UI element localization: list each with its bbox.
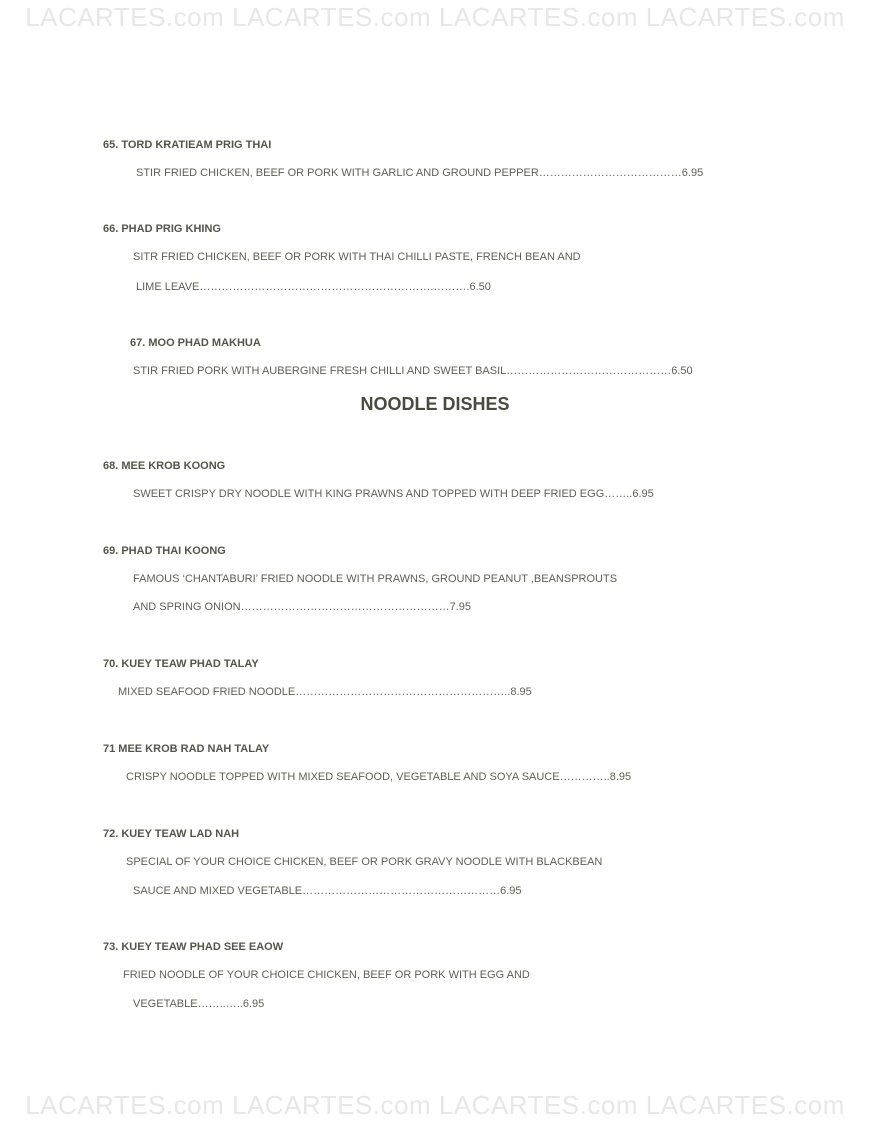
menu-item-description: MIXED SEAFOOD FRIED NOODLE…………………………………………………..8.95: [118, 686, 532, 698]
menu-item-description: CRISPY NOODLE TOPPED WITH MIXED SEAFOOD, VEGETABLE AND SOYA SAUCE…………..8.95: [126, 771, 632, 783]
menu-item-description: AND SPRING ONION…………………………………………………7.95: [133, 601, 471, 613]
menu-item-title: 65. TORD KRATIEAM PRIG THAI: [103, 139, 272, 151]
menu-item-title: 70. KUEY TEAW PHAD TALAY: [103, 658, 259, 670]
menu-item-description: SPECIAL OF YOUR CHOICE CHICKEN, BEEF OR PORK GRAVY NOODLE WITH BLACKBEAN: [126, 856, 603, 868]
menu-item-title: 66. PHAD PRIG KHING: [103, 223, 221, 235]
menu-item-title: 69. PHAD THAI KOONG: [103, 545, 226, 557]
watermark-top: LACARTES.com LACARTES.com LACARTES.com LACARTES.com: [25, 2, 845, 32]
menu-item-title: 68. MEE KROB KOONG: [103, 460, 226, 472]
watermark-bottom: LACARTES.com LACARTES.com LACARTES.com LACARTES.com: [25, 1090, 845, 1120]
menu-item-description: STIR FRIED CHICKEN, BEEF OR PORK WITH GARLIC AND GROUND PEPPER…………………………………6.95: [136, 167, 704, 179]
menu-item-description: SWEET CRISPY DRY NOODLE WITH KING PRAWNS AND TOPPED WITH DEEP FRIED EGG……..6.95: [133, 488, 654, 500]
menu-item-title: 73. KUEY TEAW PHAD SEE EAOW: [103, 941, 284, 953]
menu-item-description: SITR FRIED CHICKEN, BEEF OR PORK WITH THAI CHILLI PASTE, FRENCH BEAN AND: [133, 251, 581, 263]
menu-item-description: SAUCE AND MIXED VEGETABLE………………………………………………6.95: [133, 885, 522, 897]
menu-item-description: LIME LEAVE……………………………………………………….……….6.50: [136, 281, 491, 293]
menu-item-description: FAMOUS ‘CHANTABURI’ FRIED NOODLE WITH PRAWNS, GROUND PEANUT ,BEANSPROUTS: [133, 573, 618, 585]
menu-item-description: FRIED NOODLE OF YOUR CHOICE CHICKEN, BEEF OR PORK WITH EGG AND: [123, 969, 530, 981]
menu-item-description: VEGETABLE……..…..6.95: [133, 998, 265, 1010]
menu-item-description: STIR FRIED PORK WITH AUBERGINE FRESH CHILLI AND SWEET BASIL………………………………………6.50: [133, 365, 693, 377]
menu-item-title: 72. KUEY TEAW LAD NAH: [103, 828, 240, 840]
section-heading: NOODLE DISHES: [360, 394, 510, 414]
menu-item-title: 67. MOO PHAD MAKHUA: [130, 337, 261, 349]
menu-item-title: 71 MEE KROB RAD NAH TALAY: [103, 743, 270, 755]
